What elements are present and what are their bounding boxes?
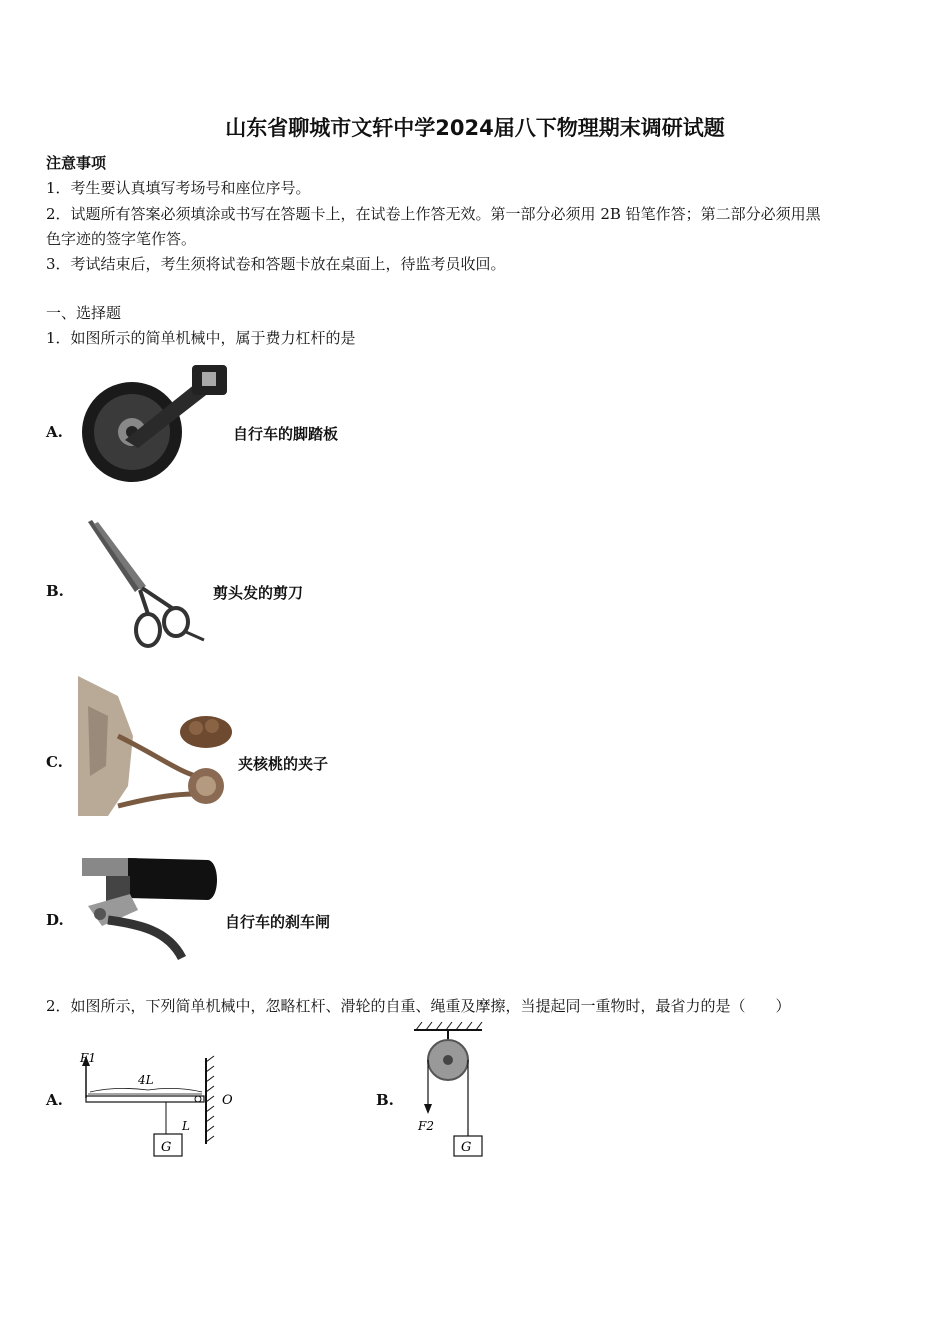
force-label: F2: [418, 1119, 434, 1133]
long-arm-label: 4L: [138, 1073, 154, 1087]
hair-scissors-icon: [80, 518, 210, 653]
weight-label: G: [461, 1140, 472, 1155]
force-label: F1: [80, 1051, 96, 1065]
option-letter: B.: [376, 1091, 394, 1109]
option-caption: 自行车的脚踏板: [233, 425, 339, 443]
option-caption: 夹核桃的夹子: [238, 755, 329, 773]
question-2-stem: 2．如图所示，下列简单机械中，忽略杠杆、滑轮的自重、绳重及摩擦，当提起同一重物时，最省力的是（ ）: [46, 997, 791, 1015]
pulley-diagram: [406, 1020, 496, 1160]
option-letter: B.: [46, 582, 64, 600]
option-letter: C.: [46, 753, 63, 771]
notice-heading: 注意事项: [46, 154, 107, 172]
option-letter: D.: [46, 911, 64, 929]
notice-item: 3．考试结束后，考生须将试卷和答题卡放在桌面上，待监考员收回。: [46, 255, 506, 273]
option-letter: A.: [46, 1091, 63, 1109]
option-caption: 自行车的刹车闸: [225, 913, 331, 931]
walnut-cracker-icon: [78, 676, 238, 821]
bicycle-brake-icon: [78, 854, 223, 966]
notice-item: 2．试题所有答案必须填涂或书写在答题卡上，在试卷上作答无效。第一部分必须用 2B 铅笔作答；第二部分必须用黑: [46, 205, 821, 223]
pivot-label: O: [222, 1093, 233, 1108]
notice-item: 色字迹的签字笔作答。: [46, 230, 197, 248]
section-heading: 一、选择题: [46, 304, 122, 322]
weight-label: G: [161, 1140, 172, 1155]
page-title: 山东省聊城市文轩中学2024届八下物理期末调研试题: [225, 116, 725, 140]
option-letter: A.: [46, 423, 63, 441]
lever-diagram: [76, 1048, 246, 1160]
notice-item: 1．考生要认真填写考场号和座位序号。: [46, 179, 311, 197]
option-caption: 剪头发的剪刀: [213, 584, 304, 602]
question-1-stem: 1．如图所示的简单机械中，属于费力杠杆的是: [46, 329, 356, 347]
short-arm-label: L: [182, 1119, 190, 1133]
bicycle-pedal-icon: [80, 360, 230, 490]
